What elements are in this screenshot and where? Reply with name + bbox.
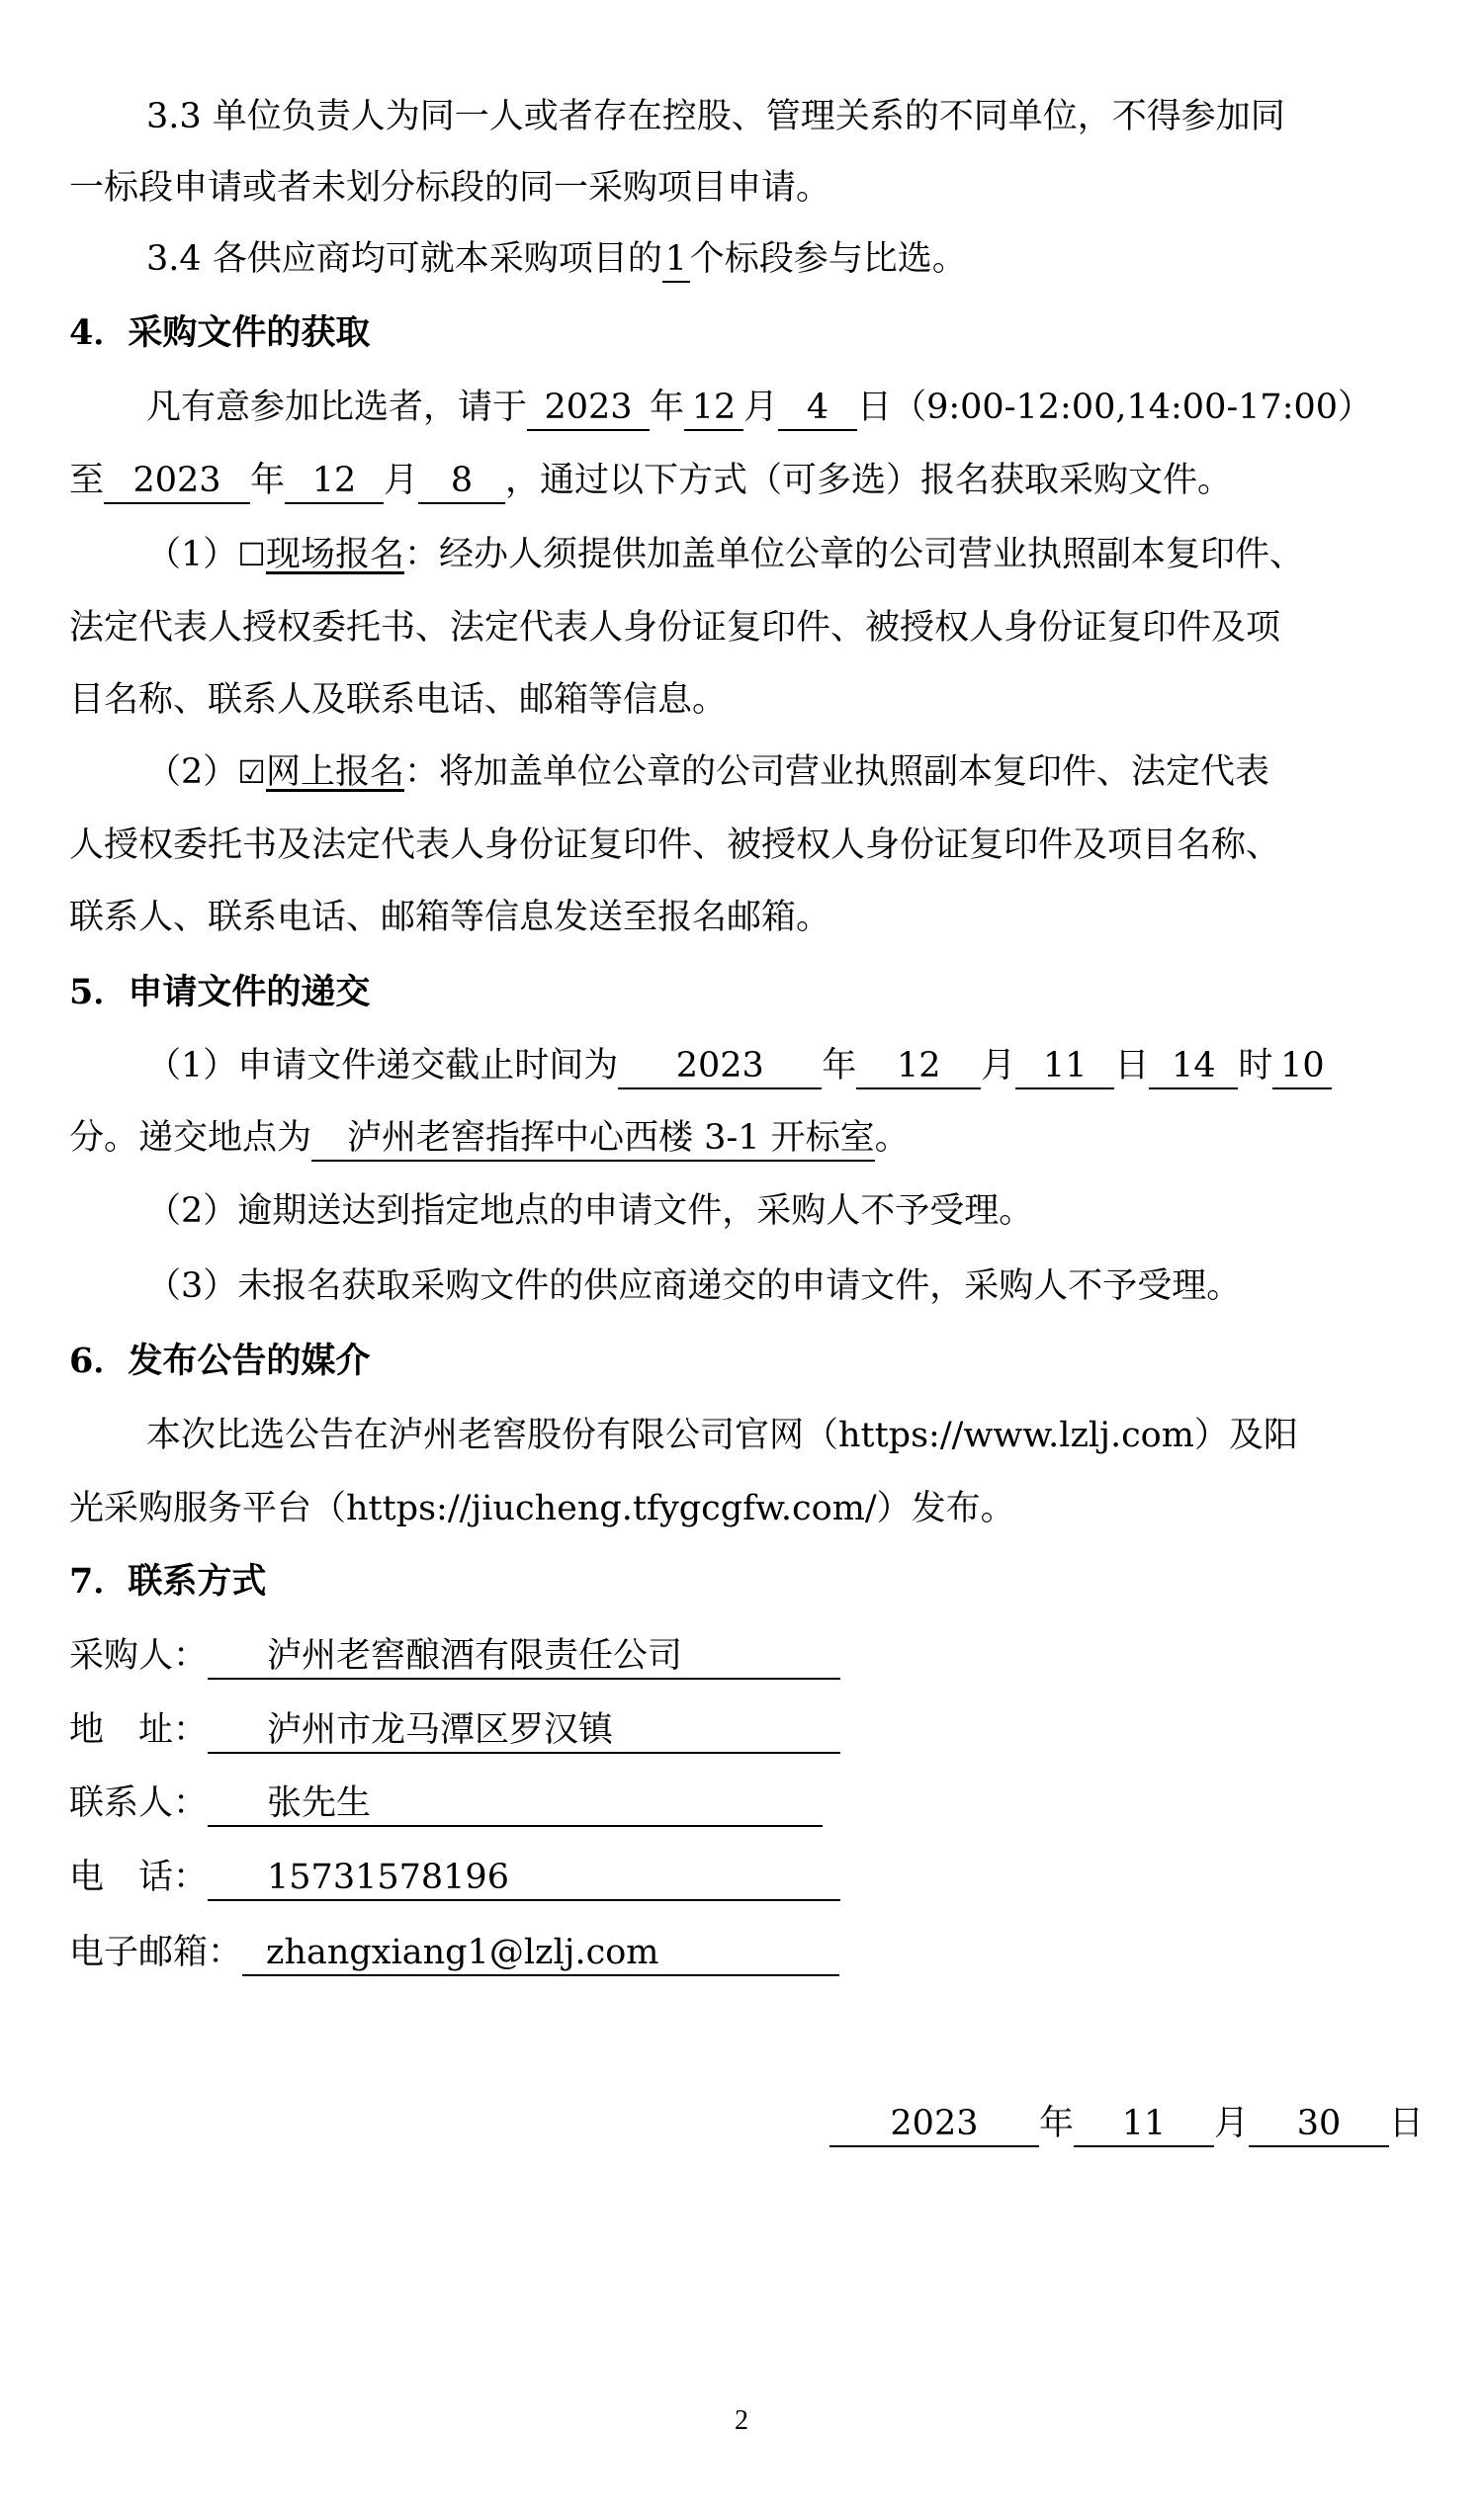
buyer-name: 泸州老窖酿酒有限责任公司 [208, 1634, 840, 1680]
date-day: 30 [1249, 2102, 1389, 2147]
section-4-heading: 4．采购文件的获取 [69, 312, 371, 353]
start-year: 2023 [527, 386, 650, 431]
buyer-row: 采购人： 泸州老窖酿酒有限责任公司 [69, 1632, 1424, 1680]
unregistered-note: （3）未报名获取采购文件的供应商递交的申请文件，采购人不予受理。 [146, 1266, 1242, 1306]
end-day: 8 [418, 459, 505, 504]
end-year: 2023 [104, 459, 250, 504]
section-5-heading: 5．申请文件的递交 [69, 972, 371, 1012]
deadline-month: 12 [856, 1044, 981, 1089]
clause-3-3-line2: 一标段申请或者未划分标段的同一采购项目申请。 [69, 168, 831, 208]
onsite-registration-line2: 法定代表人授权委托书、法定代表人身份证复印件、被授权人身份证复印件及项 [69, 608, 1281, 648]
deadline-day: 11 [1015, 1044, 1114, 1089]
end-month: 12 [285, 459, 384, 504]
online-registration-line1: （2）☑网上报名：将加盖单位公章的公司营业执照副本复印件、法定代表 [146, 752, 1269, 792]
media-line2: 光采购服务平台（https://jiucheng.tfygcgfw.com/）发布。 [69, 1489, 1015, 1528]
time-range: （9:00-12:00,14:00-17:00） [892, 388, 1373, 427]
page-number: 2 [735, 2405, 748, 2436]
address-value: 泸州市龙马潭区罗汉镇 [208, 1708, 840, 1754]
onsite-registration-line3: 目名称、联系人及联系电话、邮箱等信息。 [69, 680, 728, 720]
onsite-registration-label: 现场报名 [265, 535, 404, 574]
online-registration-label: 网上报名 [265, 752, 404, 792]
online-registration-line2: 人授权委托书及法定代表人身份证复印件、被授权人身份证复印件及项目名称、 [69, 826, 1281, 865]
checked-box-icon: ☑ [237, 753, 266, 791]
deadline-line1: （1）申请文件递交截止时间为 2023 年 12 月 11 日 14 时 10 [146, 1042, 1424, 1089]
deadline-hour: 14 [1149, 1044, 1238, 1089]
unchecked-box-icon: ☐ [237, 536, 266, 573]
date-year: 2023 [829, 2102, 1039, 2147]
address-row: 地 址： 泸州市龙马潭区罗汉镇 [69, 1706, 1424, 1754]
section-7-heading: 7．联系方式 [69, 1561, 267, 1602]
contact-row: 联系人： 张先生 [69, 1780, 1424, 1827]
phone-value: 15731578196 [208, 1856, 840, 1901]
contact-person: 张先生 [208, 1781, 823, 1827]
clause-3-3-line1: 3.3 单位负责人为同一人或者存在控股、管理关系的不同单位，不得参加同 [146, 97, 1285, 136]
deadline-minute: 10 [1272, 1044, 1332, 1089]
clause-3-4: 3.4 各供应商均可就本采购项目的1个标段参与比选。 [146, 235, 1424, 283]
email-value: zhangxiang1@lzlj.com [242, 1931, 839, 1976]
deadline-line2: 分。递交地点为 泸州老窖指挥中心西楼 3-1 开标室。 [69, 1114, 1424, 1162]
email-row: 电子邮箱： zhangxiang1@lzlj.com [69, 1929, 1424, 1976]
section-4-p1-line1: 凡有意参加比选者，请于 2023 年 12 月 4 日（9:00-12:00,14:00-17:00） [146, 384, 1424, 431]
phone-row: 电 话： 15731578196 [69, 1854, 1424, 1901]
deadline-year: 2023 [618, 1044, 822, 1089]
submission-place: 泸州老窖指挥中心西楼 3-1 开标室 [311, 1116, 875, 1162]
section-4-p1-line2: 至 2023 年 12 月 8 ，通过以下方式（可多选）报名获取采购文件。 [69, 457, 1424, 504]
late-submission-note: （2）逾期送达到指定地点的申请文件，采购人不予受理。 [146, 1191, 1034, 1231]
start-month: 12 [684, 386, 743, 431]
section-6-heading: 6．发布公告的媒介 [69, 1341, 371, 1381]
media-line1: 本次比选公告在泸州老窖股份有限公司官网（https://www.lzlj.com）及阳 [146, 1416, 1298, 1455]
announcement-date: 2023 年 11 月 30 日 [69, 2100, 1424, 2147]
date-month: 11 [1074, 2102, 1214, 2147]
lot-count: 1 [662, 237, 690, 283]
onsite-registration-line1: （1）☐现场报名：经办人须提供加盖单位公章的公司营业执照副本复印件、 [146, 535, 1304, 574]
online-registration-line3: 联系人、联系电话、邮箱等信息发送至报名邮箱。 [69, 898, 831, 937]
start-day: 4 [778, 386, 857, 431]
